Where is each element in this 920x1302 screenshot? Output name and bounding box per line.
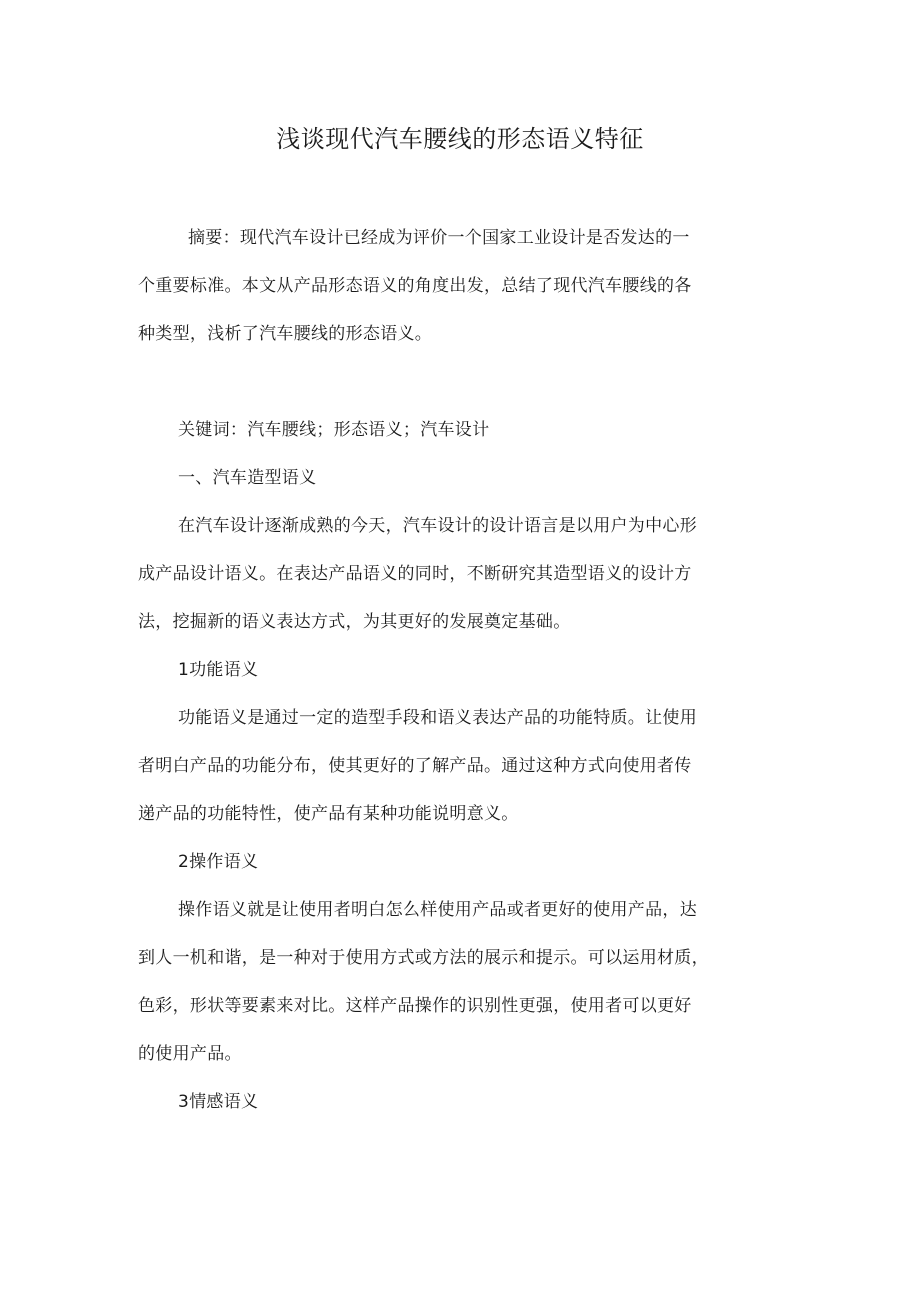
section-heading-1: 一、汽车造型语义 xyxy=(178,468,317,488)
abstract-line-3: 种类型，浅析了汽车腰线的形态语义。 xyxy=(138,324,433,344)
paragraph-line: 的使用产品。 xyxy=(138,1044,242,1064)
paragraph-line: 功能语义是通过一定的造型手段和语义表达产品的功能特质。让使用 xyxy=(178,708,697,728)
paragraph-line: 操作语义就是让使用者明白怎么样使用产品或者更好的使用产品，达 xyxy=(178,900,697,920)
paragraph-line: 在汽车设计逐渐成熟的今天，汽车设计的设计语言是以用户为中心形 xyxy=(178,516,697,536)
subheading-operation-semantics: 2操作语义 xyxy=(178,852,259,872)
paragraph-line: 递产品的功能特性，使产品有某种功能说明意义。 xyxy=(138,804,519,824)
paragraph-line: 成产品设计语义。在表达产品语义的同时，不断研究其造型语义的设计方 xyxy=(138,564,692,584)
paragraph-line: 色彩，形状等要素来对比。这样产品操作的识别性更强，使用者可以更好 xyxy=(138,996,692,1016)
subheading-emotion-semantics: 3情感语义 xyxy=(178,1092,259,1112)
document-title: 浅谈现代汽车腰线的形态语义特征 xyxy=(276,125,644,153)
paragraph-line: 者明白产品的功能分布，使其更好的了解产品。通过这种方式向使用者传 xyxy=(138,756,692,776)
abstract-line-2: 个重要标准。本文从产品形态语义的角度出发，总结了现代汽车腰线的各 xyxy=(138,276,692,296)
subheading-function-semantics: 1功能语义 xyxy=(178,660,259,680)
paragraph-line: 到人一机和谐，是一种对于使用方式或方法的展示和提示。可以运用材质， xyxy=(138,948,709,968)
keywords-line: 关键词：汽车腰线；形态语义；汽车设计 xyxy=(178,420,490,440)
paragraph-line: 法，挖掘新的语义表达方式，为其更好的发展奠定基础。 xyxy=(138,612,571,632)
abstract-line-1: 摘要：现代汽车设计已经成为评价一个国家工业设计是否发达的一 xyxy=(188,228,690,248)
